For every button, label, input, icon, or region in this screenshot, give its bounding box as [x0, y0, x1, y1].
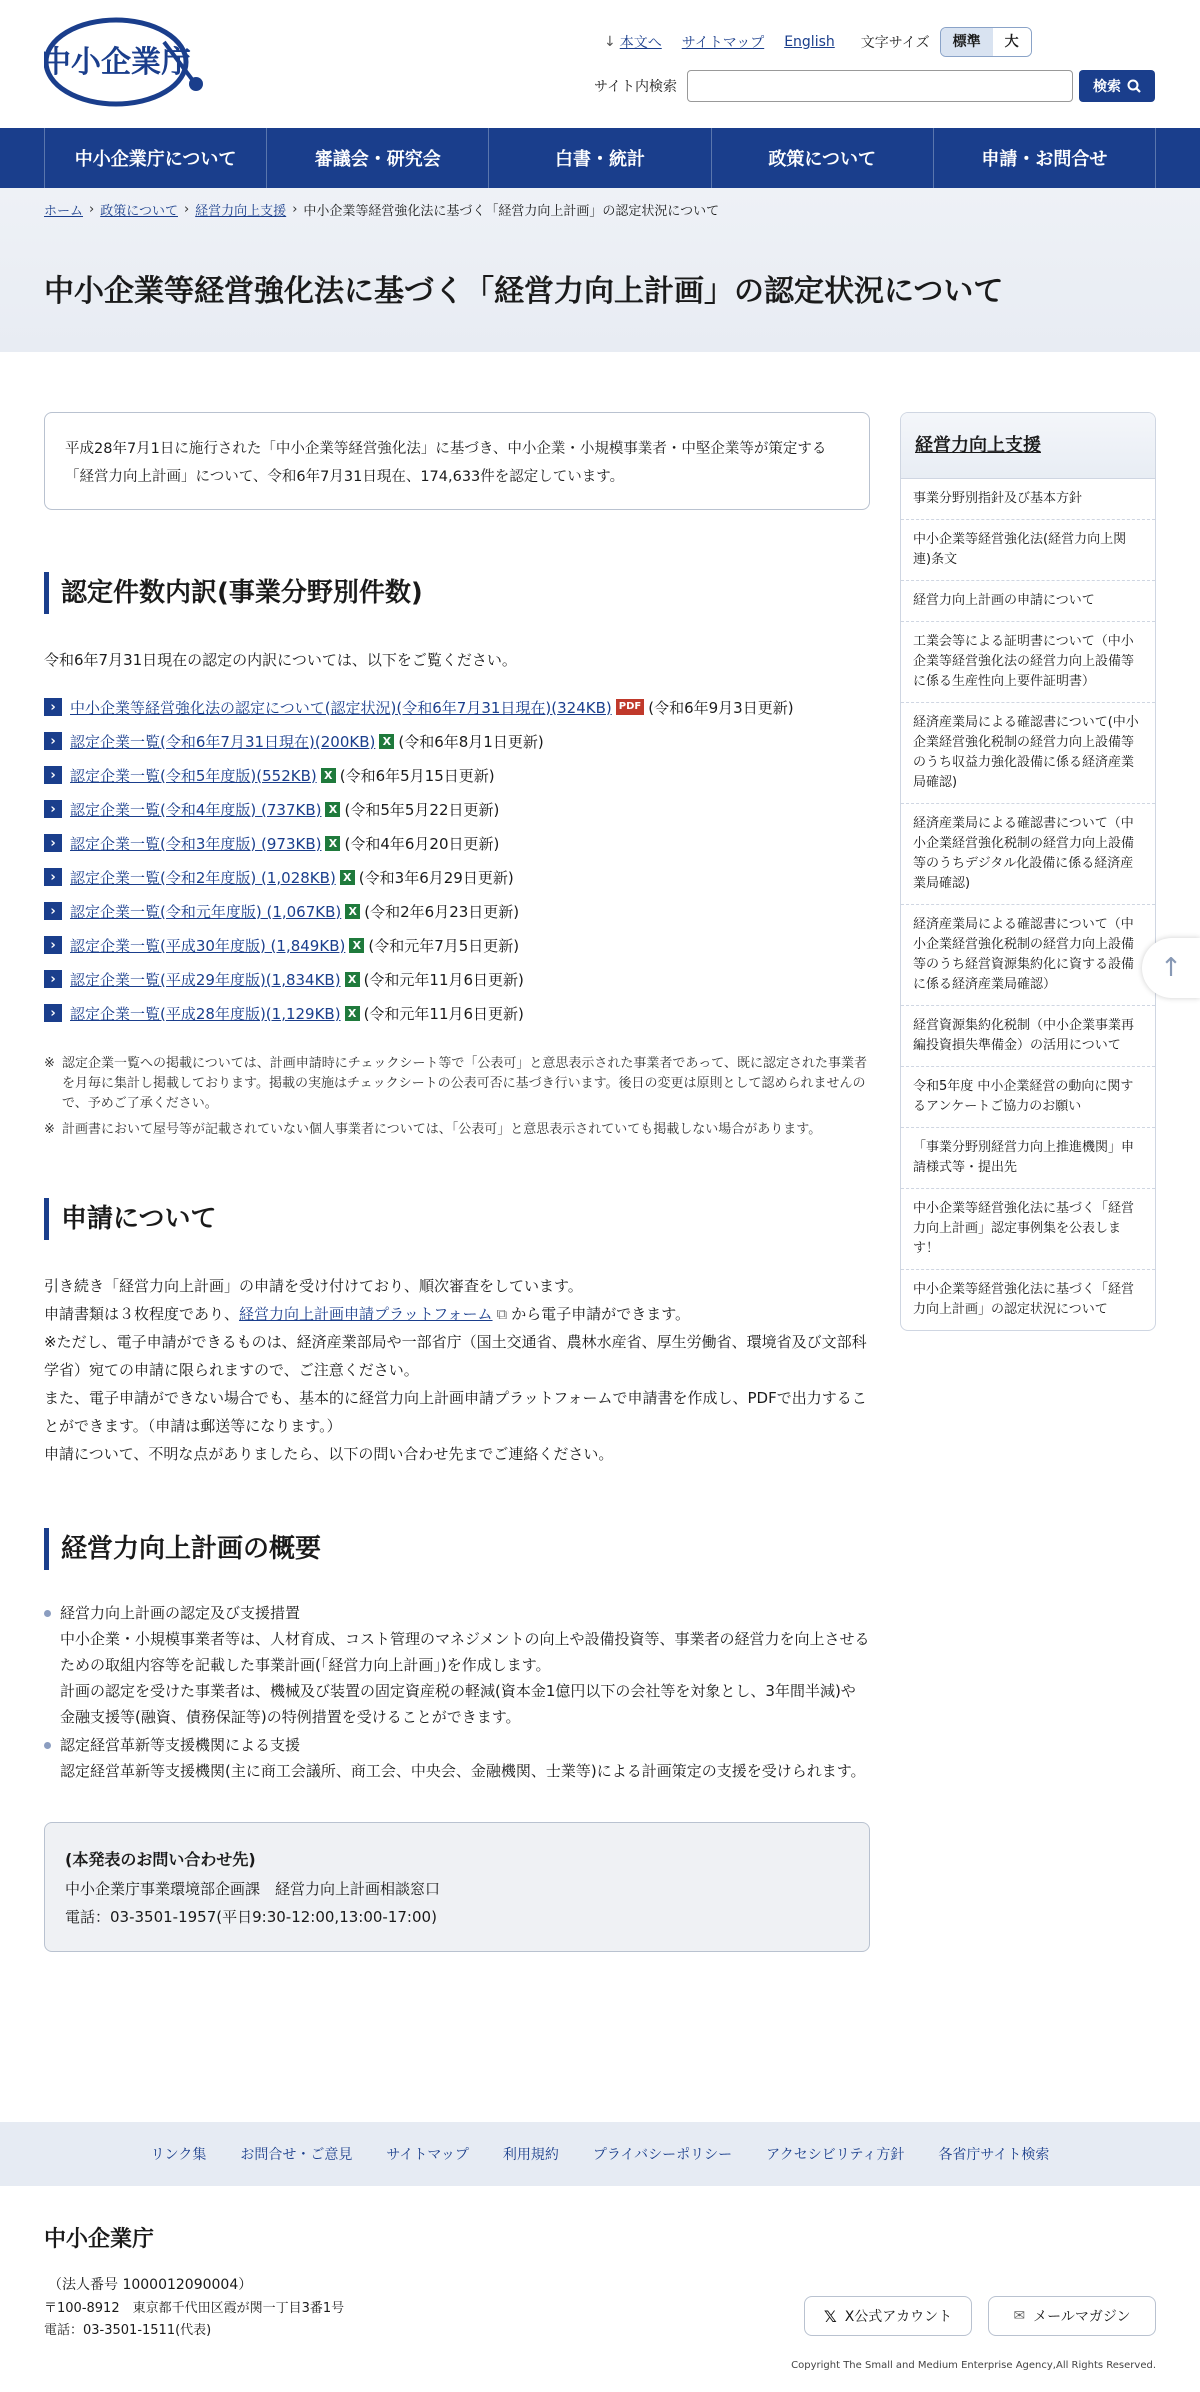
list-item: [44, 826, 870, 860]
excel-icon: X: [321, 768, 336, 783]
application-p2: [44, 1300, 870, 1328]
sidebar-item[interactable]: 令和5年度 中小企業経営の動向に関するアンケートご協力のお願い: [901, 1067, 1155, 1128]
search-label: サイト内検索: [594, 79, 678, 95]
page-title: 中小企業等経営強化法に基づく「経営力向上計画」の認定状況について: [44, 274, 1004, 309]
list-item: [44, 792, 870, 826]
footer-link[interactable]: プライバシーポリシー: [592, 2147, 733, 2163]
x-logo-icon: 𝕏: [823, 2306, 837, 2326]
breakdown-lead: 令和6年7月31日現在の認定の内訳については、以下をご覧ください。: [44, 651, 517, 669]
update-date: (令和4年6月20日更新): [344, 834, 500, 853]
sidebar-item[interactable]: 経営力向上計画の申請について: [901, 581, 1155, 622]
sidebar: [900, 412, 1156, 1331]
english-link[interactable]: English: [784, 34, 835, 50]
down-arrow-icon: ↓: [604, 34, 616, 50]
chevron-right-icon: ›: [44, 732, 62, 750]
site-search: [594, 70, 1155, 102]
site-footer: [0, 2186, 1200, 2392]
application-p4: また、電子申請ができない場合でも、基本的に経営力向上計画申請プラットフォームで申請書を作成し、PDFで出力することができます。（申請は郵送等になります。）: [44, 1389, 867, 1435]
application-text: [44, 1272, 870, 1468]
footer-corp-number: （法人番号 1000012090004）: [48, 2277, 253, 2293]
excel-icon: X: [345, 972, 360, 987]
mail-magazine-label: メールマガジン: [1033, 2309, 1131, 2325]
list-item: [44, 690, 870, 724]
update-date: (令和3年6月29日更新): [358, 868, 514, 887]
chevron-right-icon: ›: [292, 202, 298, 217]
sitemap-link[interactable]: サイトマップ: [681, 35, 765, 51]
update-date: (令和元年11月6日更新): [363, 970, 524, 989]
platform-link[interactable]: 経営力向上計画申請プラットフォーム: [239, 1305, 493, 1323]
contact-box: [44, 1822, 870, 1952]
application-p1: 引き続き「経営力向上計画」の申請を受け付けており、順次審査をしています。: [44, 1277, 583, 1295]
update-date: (令和元年7月5日更新): [368, 936, 520, 955]
sidebar-item[interactable]: 経済産業局による確認書について（中小企業経営強化税制の経営力向上設備等のうち経営資源集約化に資する設備に係る経済産業局確認）: [901, 905, 1155, 1006]
sidebar-item[interactable]: 「事業分野別経営力向上推進機関」申請様式等・提出先: [901, 1128, 1155, 1189]
font-size-toggle: [940, 27, 1032, 57]
chevron-right-icon: ›: [44, 698, 62, 716]
breadcrumb-current: 中小企業等経営強化法に基づく「経営力向上計画」の認定状況について: [303, 204, 720, 219]
note-text: 計画書において屋号等が記載されていない個人事業者については、「公表可」と意思表示されていても掲載しない場合があります。: [62, 1122, 822, 1137]
main-content: [44, 412, 870, 1952]
download-link[interactable]: 認定企業一覧(令和5年度版)(552KB): [70, 766, 317, 785]
footer-link[interactable]: リンク集: [150, 2147, 207, 2163]
list-item: [44, 860, 870, 894]
download-link[interactable]: 認定企業一覧(令和4年度版) (737KB): [70, 800, 322, 819]
excel-icon: X: [340, 870, 355, 885]
external-link-icon: ⧉: [496, 1305, 508, 1323]
footer-links: [0, 2122, 1200, 2186]
list-item: [44, 724, 870, 758]
note-mark: ※: [44, 1122, 55, 1137]
site-logo[interactable]: [44, 16, 214, 108]
logo-graphic: [44, 16, 214, 108]
note: [44, 1054, 870, 1114]
contact-dept: 中小企業庁事業環境部企画課 経営力向上計画相談窓口: [65, 1880, 441, 1898]
footer-link[interactable]: お問合せ・ご意見: [240, 2147, 353, 2163]
footer-link[interactable]: 各省庁サイト検索: [938, 2147, 1050, 2163]
font-large-button[interactable]: 大: [993, 28, 1031, 56]
excel-icon: X: [349, 938, 364, 953]
sidebar-item[interactable]: 経営資源集約化税制（中小企業事業再編投資損失準備金）の活用について: [901, 1006, 1155, 1067]
overview-item-text: 認定経営革新等支援機関(主に商工会議所、商工会、中央会、金融機関、士業等)による計画策定の支援を受けられます。: [60, 1762, 866, 1780]
mail-magazine-button[interactable]: [988, 2296, 1156, 2336]
mail-icon: ✉: [1013, 2308, 1026, 2324]
breadcrumb: [44, 200, 719, 219]
breadcrumb-policy[interactable]: 政策について: [100, 204, 178, 219]
sidebar-item[interactable]: 中小企業等経営強化法に基づく「経営力向上計画」の認定状況について: [913, 1282, 1135, 1317]
sidebar-item[interactable]: 中小企業等経営強化法(経営力向上関連)条文: [901, 520, 1155, 581]
chevron-right-icon: ›: [44, 902, 62, 920]
footer-link[interactable]: アクセシビリティ方針: [766, 2147, 905, 2163]
list-item: [44, 996, 870, 1030]
download-link[interactable]: 中小企業等経営強化法の認定について(認定状況)(令和6年7月31日現在)(324KB): [70, 698, 612, 717]
download-link[interactable]: 認定企業一覧(平成30年度版) (1,849KB): [70, 936, 346, 955]
utility-nav: [604, 27, 1032, 57]
update-date: (令和2年6月23日更新): [364, 902, 520, 921]
nav-about[interactable]: 中小企業庁について: [44, 128, 266, 188]
sidebar-item[interactable]: 中小企業等経営強化法に基づく「経営力向上計画」認定事例集を公表します！: [901, 1189, 1155, 1270]
intro-box: 平成28年7月1日に施行された「中小企業等経営強化法」に基づき、中小企業・小規模事業者・中堅企業等が策定する「経営力向上計画」について、令和6年7月31日現在、174,633件を認定しています。: [44, 412, 870, 510]
download-link[interactable]: 認定企業一覧(令和2年度版) (1,028KB): [70, 868, 336, 887]
sidebar-item[interactable]: 工業会等による証明書について（中小企業等経営強化法の経営力向上設備等に係る生産性向上要件証明書）: [901, 622, 1155, 703]
contact-tel: 電話：03-3501-1957(平日9:30-12:00,13:00-17:00): [65, 1908, 437, 1926]
site-header: [0, 0, 1200, 128]
sidebar-item[interactable]: 経済産業局による確認書について(中小企業経営強化税制の経営力向上設備等のうち収益力強化設備に係る経済産業局確認): [901, 703, 1155, 804]
overview-list: [44, 1600, 870, 1784]
update-date: (令和元年11月6日更新): [363, 1004, 524, 1023]
overview-item-title: 認定経営革新等支援機関による支援: [60, 1736, 301, 1754]
footer-link[interactable]: 利用規約: [502, 2147, 559, 2163]
sidebar-item[interactable]: 経済産業局による確認書について（中小企業経営強化税制の経営力向上設備等のうちデジタル化設備に係る経済産業局確認): [901, 804, 1155, 905]
excel-icon: X: [345, 1006, 360, 1021]
chevron-right-icon: ›: [44, 1004, 62, 1022]
download-list: [44, 690, 870, 1030]
nav-applications[interactable]: 申請・お問合せ: [933, 128, 1156, 188]
search-button[interactable]: [1079, 70, 1155, 102]
chevron-right-icon: ›: [44, 970, 62, 988]
logo-text: 中小企業庁: [44, 45, 191, 80]
nav-councils[interactable]: 審議会・研究会: [266, 128, 488, 188]
footer-tel: 電話：03-3501-1511(代表): [44, 2323, 212, 2338]
update-date: (令和5年5月22日更新): [344, 800, 500, 819]
update-date: (令和6年5月15日更新): [339, 766, 495, 785]
list-item: [44, 894, 870, 928]
list-item: [44, 1600, 870, 1730]
skip-to-content-link[interactable]: 本文へ: [619, 35, 662, 51]
page-hero: [0, 188, 1200, 352]
x-account-button[interactable]: [804, 2296, 972, 2336]
application-p3: ※ただし、電子申請ができるものは、経済産業部局や一部省庁（国土交通省、農林水産省、厚生労働省、環境省及び文部科学省）宛ての申請に限られますので、ご注意ください。: [44, 1333, 867, 1379]
font-size-label: 文字サイズ: [860, 35, 930, 51]
breadcrumb-support[interactable]: 経営力向上支援: [195, 204, 287, 219]
chevron-right-icon: ›: [44, 936, 62, 954]
note: [44, 1120, 870, 1140]
pdf-icon: PDF: [616, 699, 644, 715]
download-link[interactable]: 認定企業一覧(令和元年度版) (1,067KB): [70, 902, 342, 921]
breadcrumb-home[interactable]: ホーム: [44, 204, 84, 219]
footer-link[interactable]: サイトマップ: [386, 2147, 469, 2163]
download-link[interactable]: 認定企業一覧(令和3年度版) (973KB): [70, 834, 322, 853]
section-heading-breakdown: 認定件数内訳(事業分野別件数): [44, 572, 870, 614]
excel-icon: X: [345, 904, 360, 919]
chevron-right-icon: ›: [44, 800, 62, 818]
download-link[interactable]: 認定企業一覧(平成28年度版)(1,129KB): [70, 1004, 341, 1023]
overview-item-text: 計画の認定を受けた事業者は、機械及び装置の固定資産税の軽減(資本金1億円以下の会社等を対象とし、3年間半減)や金融支援等(融資、債務保証等)の特例措置を受けることができます。: [60, 1682, 856, 1726]
nav-whitepapers[interactable]: 白書・統計: [488, 128, 710, 188]
note-text: 認定企業一覧への掲載については、計画申請時にチェックシート等で「公表可」と意思表示された事業者であって、既に認定された事業者を月毎に集計し掲載しております。掲載の実施はチェックシートの公表可否に基づき行います。後日の変更は原則として認められませんので、予めご了承ください。: [62, 1056, 867, 1111]
chevron-right-icon: ›: [183, 202, 190, 217]
search-button-label: 検索: [1093, 79, 1122, 95]
excel-icon: X: [325, 802, 340, 817]
application-p2-pre: 申請書類は３枚程度であり、: [44, 1305, 240, 1323]
overview-item-title: 経営力向上計画の認定及び支援措置: [60, 1604, 301, 1622]
footer-address: 〒100-8912 東京都千代田区霞が関一丁目3番1号: [44, 2301, 345, 2316]
global-nav: [0, 128, 1200, 188]
arrow-up-icon: ↑: [1160, 953, 1182, 983]
footer-agency-name: 中小企業庁: [44, 2227, 155, 2252]
download-link[interactable]: 認定企業一覧(平成29年度版)(1,834KB): [70, 970, 341, 989]
application-p2-post: から電子申請ができます。: [511, 1305, 691, 1323]
nav-policy[interactable]: 政策について: [711, 128, 933, 188]
chevron-right-icon: ›: [89, 202, 95, 217]
excel-icon: X: [379, 734, 394, 749]
overview-item-text: 中小企業・小規模事業者等は、人材育成、コスト管理のマネジメントの向上や設備投資等、事業者の経営力を向上させるための取組内容等を記載した事業計画(「経営力向上計画」)を作成します。: [60, 1630, 870, 1674]
list-item: [44, 928, 870, 962]
chevron-right-icon: ›: [44, 834, 62, 852]
list-item: [44, 962, 870, 996]
list-item: [44, 758, 870, 792]
section-heading-overview: 経営力向上計画の概要: [44, 1528, 870, 1570]
excel-icon: X: [325, 836, 340, 851]
update-date: (令和6年8月1日更新): [398, 732, 544, 751]
update-date: (令和6年9月3日更新): [648, 698, 794, 717]
footer-address-block: [44, 2298, 344, 2342]
contact-title: (本発表のお問い合わせ先): [65, 1850, 256, 1869]
search-icon: [1127, 79, 1141, 93]
download-link[interactable]: 認定企業一覧(令和6年7月31日現在)(200KB): [70, 732, 376, 751]
x-account-label: X公式アカウント: [844, 2309, 953, 2325]
application-p5: 申請について、不明な点がありましたら、以下の問い合わせ先までご連絡ください。: [44, 1445, 614, 1463]
font-standard-button[interactable]: 標準: [941, 28, 993, 56]
section-heading-application: 申請について: [44, 1198, 870, 1240]
chevron-right-icon: ›: [44, 766, 62, 784]
scroll-to-top-button[interactable]: [1142, 938, 1200, 998]
list-item: [44, 1732, 870, 1784]
sidebar-item[interactable]: 事業分野別指針及び基本方針: [901, 479, 1155, 520]
chevron-right-icon: ›: [44, 868, 62, 886]
sidebar-title[interactable]: 経営力向上支援: [901, 413, 1155, 479]
search-input[interactable]: [687, 70, 1073, 102]
note-mark: ※: [44, 1056, 55, 1071]
copyright: Copyright The Small and Medium Enterprise Agency,All Rights Reserved.: [791, 2360, 1156, 2371]
